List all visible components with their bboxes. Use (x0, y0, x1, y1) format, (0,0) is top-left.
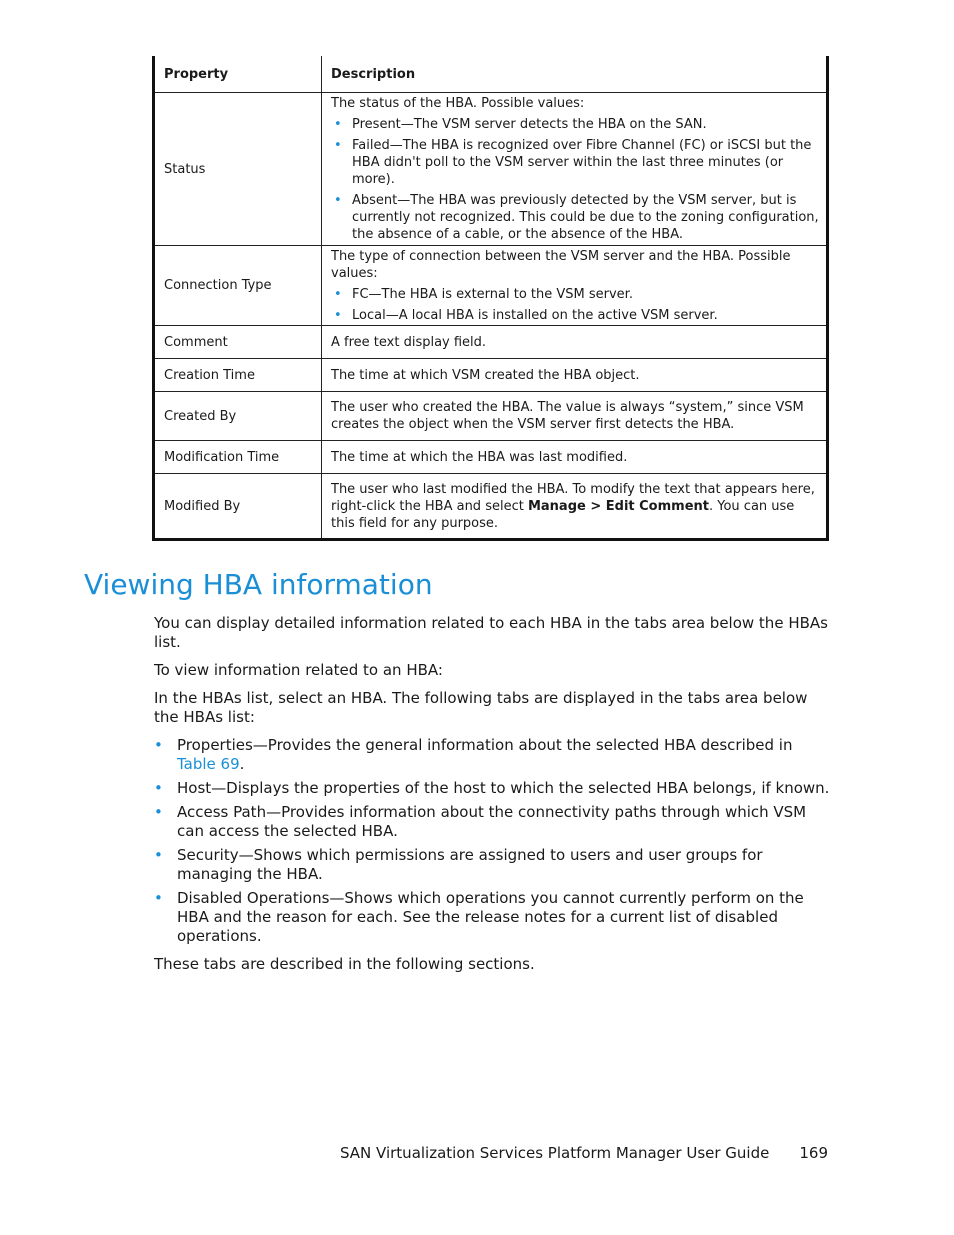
property-cell: Comment (154, 326, 322, 359)
header-description: Description (322, 56, 828, 93)
list-item: • Host—Displays the properties of the host to which the selected HBA belongs, if known. (154, 779, 830, 798)
property-cell: Created By (154, 392, 322, 441)
description-cell (322, 93, 828, 246)
table-row (154, 392, 828, 441)
value-list (331, 286, 820, 324)
table-header-row (154, 56, 828, 93)
list-item-text: . (239, 755, 245, 773)
description-cell: A free text display field. (322, 326, 828, 359)
list-item: • Absent—The HBA was previously detected by the VSM server, but is currently not recognized. This could be due to the zoning configuration, the absence of a cable, or the absence of the HBA. (331, 192, 820, 243)
description-intro: The type of connection between the VSM server and the HBA. Possible values: (331, 248, 791, 281)
list-item: • Local—A local HBA is installed on the active VSM server. (331, 307, 820, 324)
table-row (154, 246, 828, 326)
property-cell: Modified By (154, 474, 322, 540)
list-item: • Failed—The HBA is recognized over Fibre Channel (FC) or iSCSI but the HBA didn't poll to the VSM server within the last three minutes (or more). (331, 137, 820, 188)
table-row (154, 441, 828, 474)
description-intro: The status of the HBA. Possible values: (331, 96, 585, 111)
table-row (154, 474, 828, 540)
table-row (154, 359, 828, 392)
list-item: • FC—The HBA is external to the VSM server. (331, 286, 820, 303)
paragraph: You can display detailed information related to each HBA in the tabs area below the HBAs list. (154, 614, 828, 651)
footer-title: SAN Virtualization Services Platform Manager User Guide (339, 1144, 770, 1162)
list-item: • Present—The VSM server detects the HBA on the SAN. (331, 116, 820, 133)
property-cell: Status (154, 93, 322, 246)
value-list (331, 116, 820, 243)
property-cell: Modification Time (154, 441, 322, 474)
table-row (154, 93, 828, 246)
list-item: • Security—Shows which permissions are assigned to users and user groups for managing the HBA. (154, 846, 830, 884)
list-item: • Access Path—Provides information about the connectivity paths through which VSM can access the selected HBA. (154, 803, 830, 841)
property-cell: Connection Type (154, 246, 322, 326)
tabs-list (154, 736, 830, 946)
description-cell: The time at which the HBA was last modified. (322, 441, 828, 474)
table-69-link[interactable]: Table 69 (177, 755, 240, 773)
description-text: The user who last modified the HBA. To modify the text that appears here, right-click the HBA and select (331, 481, 815, 514)
list-item (154, 736, 830, 774)
section-body (154, 614, 830, 983)
header-property: Property (154, 56, 322, 93)
description-cell (322, 474, 828, 540)
paragraph: These tabs are described in the following sections. (154, 955, 535, 973)
list-item-text: Properties—Provides the general information about the selected HBA described in (177, 736, 793, 754)
properties-table (152, 56, 829, 541)
list-item: • Disabled Operations—Shows which operations you cannot currently perform on the HBA and the reason for each. See the release notes for a current list of disabled operations. (154, 889, 830, 946)
description-cell: The user who created the HBA. The value is always “system,” since VSM creates the object when the VSM server first detects the HBA. (322, 392, 828, 441)
page-number: 169 (799, 1144, 828, 1162)
paragraph: To view information related to an HBA: (154, 661, 443, 679)
section-heading: Viewing HBA information (84, 568, 433, 601)
paragraph: In the HBAs list, select an HBA. The following tabs are displayed in the tabs area below the HBAs list: (154, 689, 808, 726)
description-cell (322, 246, 828, 326)
menu-path: Manage > Edit Comment (527, 498, 709, 514)
table-row (154, 326, 828, 359)
description-text: . You can use this field for any purpose. (331, 498, 795, 531)
page-footer (340, 1144, 828, 1162)
description-cell: The time at which VSM created the HBA object. (322, 359, 828, 392)
property-cell: Creation Time (154, 359, 322, 392)
